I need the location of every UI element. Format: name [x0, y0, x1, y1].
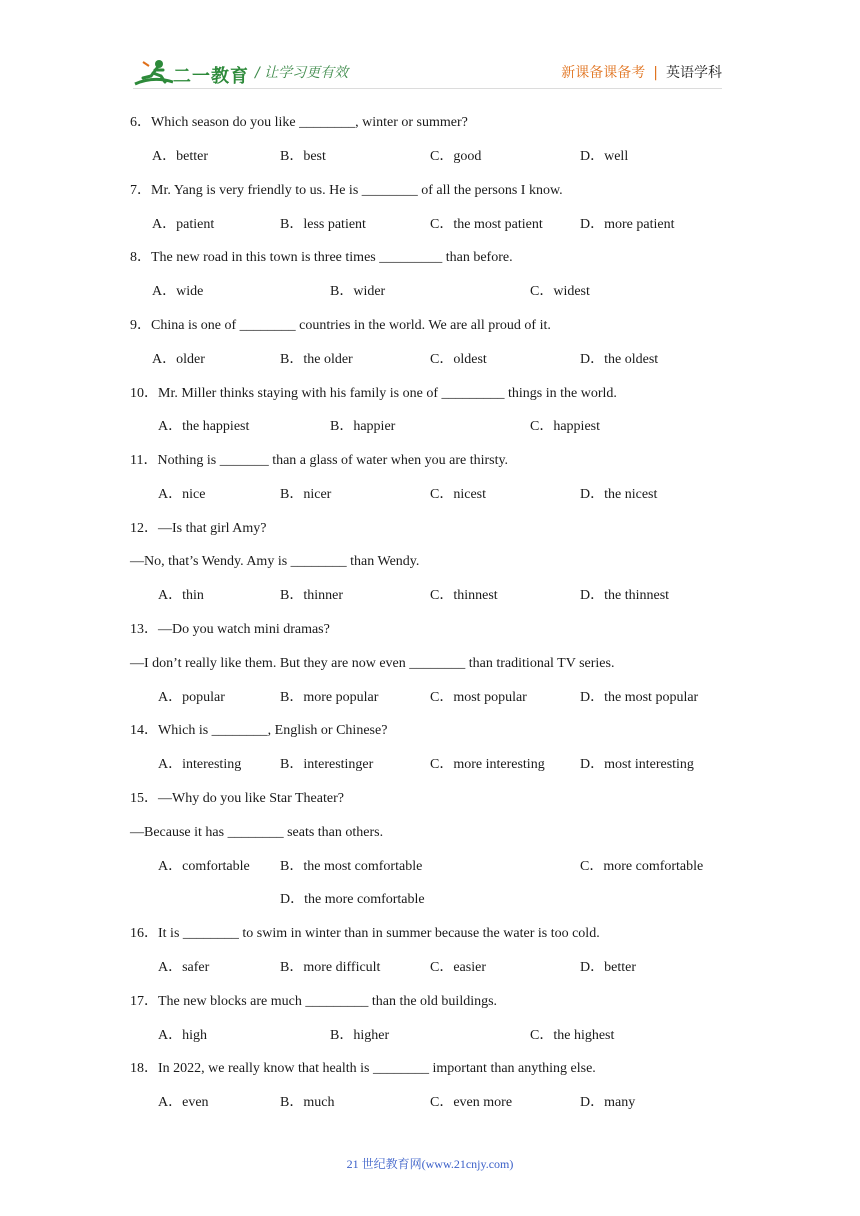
- logo-text: 二一教育: [173, 66, 249, 87]
- option: B．more difficult: [280, 960, 381, 975]
- option: D．the oldest: [580, 352, 659, 367]
- option: B．best: [280, 149, 326, 164]
- option: C．widest: [530, 284, 590, 299]
- footer-link[interactable]: 21 世纪教育网(www.21cnjy.com): [346, 1157, 514, 1171]
- option: C．easier: [430, 960, 486, 975]
- question-stem: 7．Mr. Yang is very friendly to us. He is ________ of all the persons I know.: [130, 183, 563, 198]
- question-stem: 15．—Why do you like Star Theater?: [130, 791, 344, 806]
- question-stem: 6．Which season do you like ________, winter or summer?: [130, 115, 468, 130]
- option: B．more popular: [280, 690, 379, 705]
- option: B．wider: [330, 284, 386, 299]
- question-stem: 8．The new road in this town is three times _________ than before.: [130, 250, 513, 265]
- option: B．higher: [330, 1028, 390, 1043]
- header-subject-label: 英语学科: [666, 65, 722, 81]
- option: D．the nicest: [580, 487, 658, 502]
- option: A．comfortable: [158, 859, 250, 874]
- header-divider: [133, 88, 722, 89]
- option: D．most interesting: [580, 757, 694, 772]
- header-subject: [561, 62, 722, 82]
- option: B．the older: [280, 352, 353, 367]
- question-stem-line2: —Because it has ________ seats than others.: [130, 825, 384, 840]
- header-tagline: 新课备课备考: [561, 65, 646, 81]
- header-separator: |: [653, 65, 658, 81]
- option: A．even: [158, 1095, 209, 1110]
- option: C．happiest: [530, 419, 600, 434]
- option: C．even more: [430, 1095, 513, 1110]
- option: C．more comfortable: [580, 859, 704, 874]
- question-stem: 11．Nothing is _______ than a glass of water when you are thirsty.: [130, 453, 509, 468]
- option: A．interesting: [158, 757, 242, 772]
- page-header: [0, 0, 860, 100]
- option: C．more interesting: [430, 757, 545, 772]
- option: D．the thinnest: [580, 588, 670, 603]
- option: C．good: [430, 149, 482, 164]
- option: B．interestinger: [280, 757, 374, 772]
- option: D．the more comfortable: [280, 892, 425, 907]
- option: B．nicer: [280, 487, 332, 502]
- option: C．the most patient: [430, 217, 543, 232]
- question-stem: 17．The new blocks are much _________ than the old buildings.: [130, 994, 498, 1009]
- option: A．nice: [158, 487, 206, 502]
- option: A．thin: [158, 588, 204, 603]
- question-stem: 18．In 2022, we really know that health is ________ important than anything else.: [130, 1061, 596, 1076]
- option: B．less patient: [280, 217, 366, 232]
- option: A．wide: [152, 284, 204, 299]
- option: A．the happiest: [158, 419, 250, 434]
- option: B．happier: [330, 419, 396, 434]
- option: D．many: [580, 1095, 636, 1110]
- option: D．more patient: [580, 217, 675, 232]
- option: B．much: [280, 1095, 335, 1110]
- option: B．thinner: [280, 588, 343, 603]
- option: D．well: [580, 149, 629, 164]
- question-stem: 13．—Do you watch mini dramas?: [130, 622, 330, 637]
- option: C．thinnest: [430, 588, 498, 603]
- question-stem-line2: —I don’t really like them. But they are now even ________ than traditional TV series.: [130, 656, 615, 671]
- option: C．the highest: [530, 1028, 615, 1043]
- option: B．the most comfortable: [280, 859, 423, 874]
- option: A．older: [152, 352, 205, 367]
- option: C．oldest: [430, 352, 487, 367]
- question-stem: 9．China is one of ________ countries in the world. We are all proud of it.: [130, 318, 551, 333]
- option: A．better: [152, 149, 208, 164]
- option: A．safer: [158, 960, 210, 975]
- question-stem: 16．It is ________ to swim in winter than in summer because the water is too cold.: [130, 926, 600, 941]
- question-stem: 10．Mr. Miller thinks staying with his family is one of _________ things in the world.: [130, 386, 617, 401]
- slogan: / 让学习更有效: [255, 65, 349, 81]
- question-stem-line2: —No, that’s Wendy. Amy is ________ than Wendy.: [130, 554, 420, 569]
- question-stem: 14．Which is ________, English or Chinese?: [130, 723, 388, 738]
- option: C．most popular: [430, 690, 527, 705]
- option: A．patient: [152, 217, 215, 232]
- option: A．popular: [158, 690, 225, 705]
- option: D．the most popular: [580, 690, 699, 705]
- option: A．high: [158, 1028, 207, 1043]
- option: C．nicest: [430, 487, 486, 502]
- question-stem: 12．—Is that girl Amy?: [130, 521, 267, 536]
- option: D．better: [580, 960, 636, 975]
